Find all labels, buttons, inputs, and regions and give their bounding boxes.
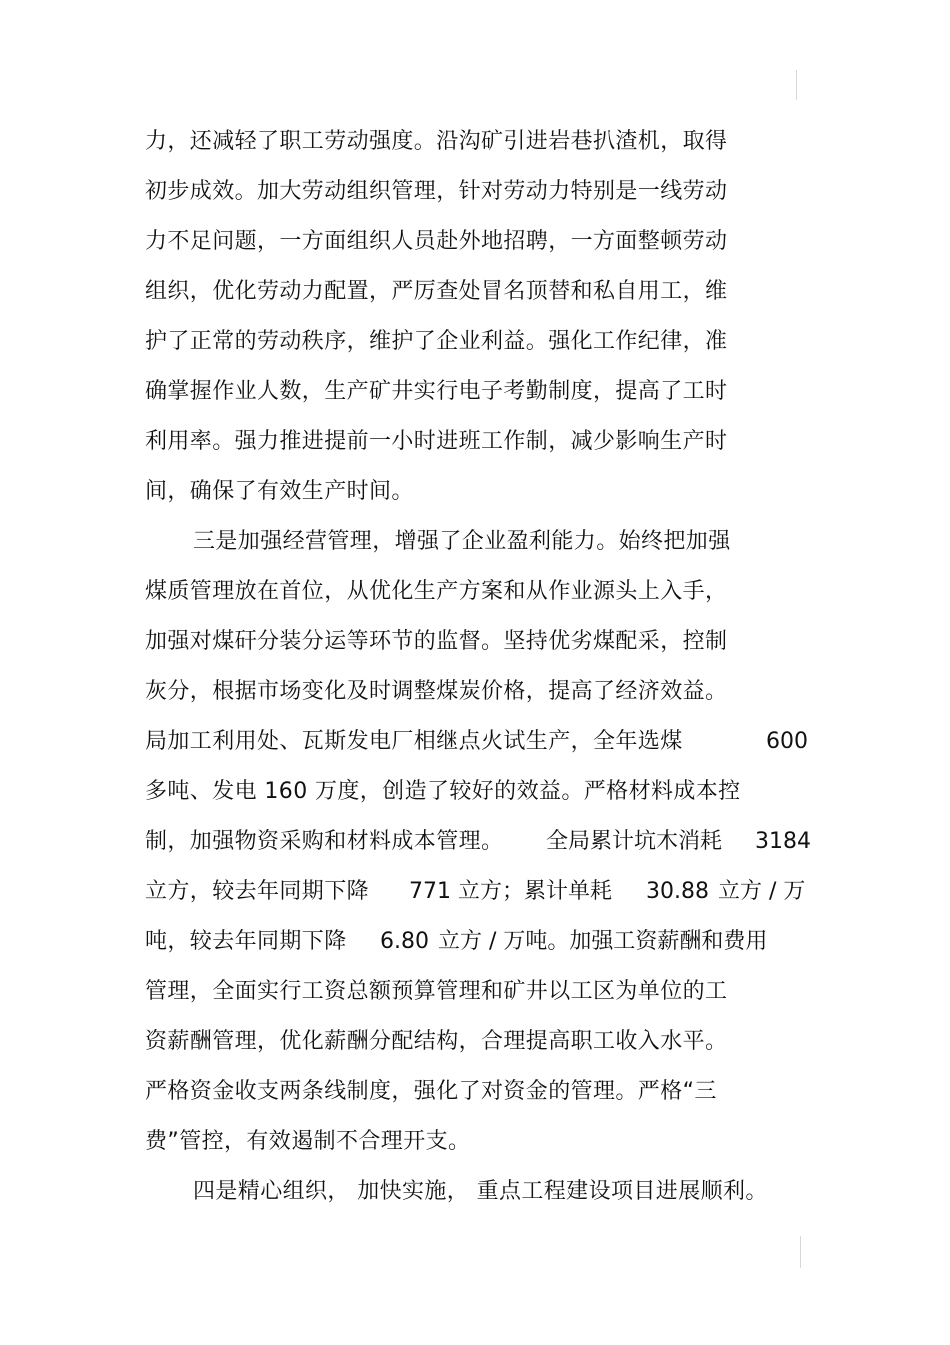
paragraph-first-line: 三是加强经营管理，增强了企业盈利能力。始终把加强 xyxy=(193,529,731,554)
paragraph-line: 确掌握作业人数，生产矿井实行电子考勤制度，提高了工时 xyxy=(145,379,728,404)
paragraph-line: 间，确保了有效生产时间。 xyxy=(145,479,414,504)
paragraph-line: 制，加强物资采购和材料成本管理。 xyxy=(145,829,504,854)
unit-consumption-amount: 30.88 xyxy=(646,879,709,904)
paragraph-line: 局加工利用处、瓦斯发电厂相继点火试生产，全年选煤 xyxy=(145,729,683,754)
paragraph-line: 煤质管理放在首位，从优化生产方案和从作业源头上入手， xyxy=(145,579,728,604)
paragraph-line: 初步成效。加大劳动组织管理，针对劳动力特别是一线劳动 xyxy=(145,179,728,204)
paragraph-line: 利用率。强力推进提前一小时进班工作制，减少影响生产时 xyxy=(145,429,728,454)
paragraph-line: 管理，全面实行工资总额预算管理和矿井以工区为单位的工 xyxy=(145,979,728,1004)
unit-consumption-unit: 立方 / 万 xyxy=(718,879,806,904)
unit-consumption-label: 立方；累计单耗 xyxy=(458,879,613,904)
top-right-margin-mark xyxy=(796,70,797,100)
paragraph-line: 加强对煤矸分装分运等环节的监督。坚持优劣煤配采，控制 xyxy=(145,629,728,654)
paragraph-line: 多吨、发电 160 万度，创造了较好的效益。严格材料成本控 xyxy=(145,779,741,804)
unit-decrease-amount: 6.80 xyxy=(380,929,429,954)
bottom-right-margin-mark xyxy=(800,1236,801,1268)
paragraph-line: 严格资金收支两条线制度，强化了对资金的管理。严格“三 xyxy=(145,1079,717,1104)
wage-management-text: 立方 / 万吨。加强工资薪酬和费用 xyxy=(438,929,768,954)
paragraph-first-line: 四是精心组织， 加快实施， 重点工程建设项目进展顺利。 xyxy=(193,1179,768,1204)
paragraph-line: 吨，较去年同期下降 xyxy=(145,929,347,954)
paragraph-line: 力不足问题，一方面组织人员赴外地招聘，一方面整顿劳动 xyxy=(145,229,728,254)
timber-decrease-amount: 771 xyxy=(409,879,451,904)
paragraph-line: 费”管控，有效遏制不合理开支。 xyxy=(145,1129,471,1154)
timber-consumption-amount: 3184 xyxy=(755,829,811,854)
coal-selection-amount: 600 xyxy=(766,729,808,754)
paragraph-line: 资薪酬管理，优化薪酬分配结构，合理提高职工收入水平。 xyxy=(145,1029,728,1054)
paragraph-line: 灰分，根据市场变化及时调整煤炭价格，提高了经济效益。 xyxy=(145,679,728,704)
paragraph-line: 力，还减轻了职工劳动强度。沿沟矿引进岩巷扒渣机，取得 xyxy=(145,129,728,154)
paragraph-line: 立方，较去年同期下降 xyxy=(145,879,370,904)
paragraph-line: 护了正常的劳动秩序，维护了企业利益。强化工作纪律，准 xyxy=(145,329,728,354)
paragraph-line: 组织，优化劳动力配置，严厉查处冒名顶替和私自用工，维 xyxy=(145,279,728,304)
timber-consumption-label: 全局累计坑木消耗 xyxy=(546,829,723,854)
